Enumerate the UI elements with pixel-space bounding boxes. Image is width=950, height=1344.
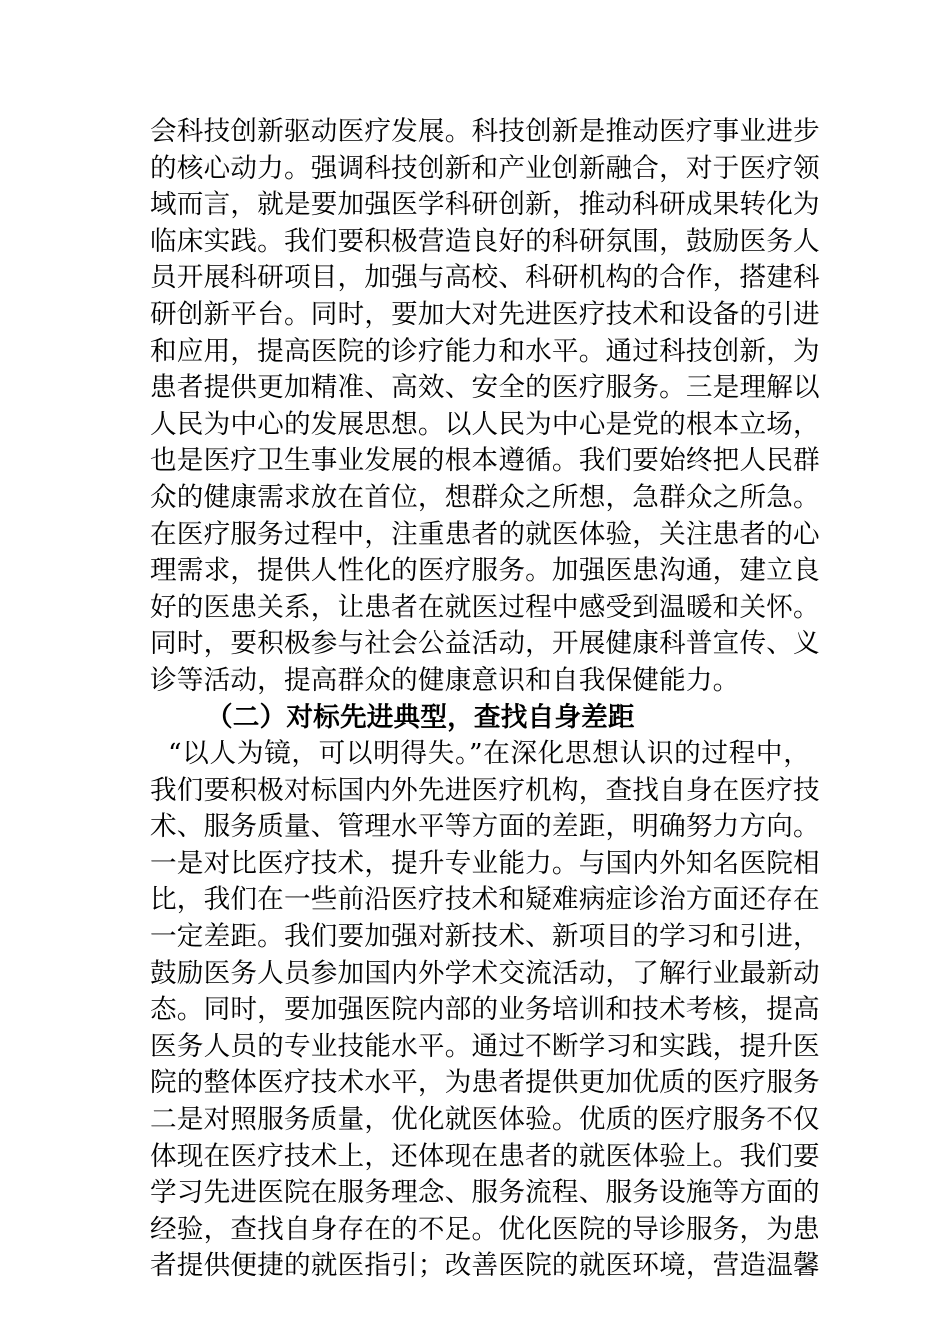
body-text-line: 院的整体医疗技术水平，为患者提供更加优质的医疗服务 xyxy=(150,1067,820,1099)
body-text-line: 的核心动力。强调科技创新和产业创新融合，对于医疗领 xyxy=(150,152,820,184)
body-text-line: 者提供便捷的就医指引；改善医院的就医环境，营造温馨 xyxy=(150,1250,820,1282)
document-body xyxy=(150,114,820,1285)
body-text-line: 好的医患关系，让患者在就医过程中感受到温暖和关怀。 xyxy=(150,591,820,623)
body-text-line: 我们要积极对标国内外先进医疗机构，查找自身在医疗技 xyxy=(150,774,820,806)
body-text-line: 同时，要积极参与社会公益活动，开展健康科普宣传、义 xyxy=(150,628,820,660)
body-text-line: 医务人员的专业技能水平。通过不断学习和实践，提升医 xyxy=(150,1030,820,1062)
body-text-line: 学习先进医院在服务理念、服务流程、服务设施等方面的 xyxy=(150,1177,820,1209)
body-text-line: 比，我们在一些前沿医疗技术和疑难病症诊治方面还存在 xyxy=(150,884,820,916)
body-text-line: 也是医疗卫生事业发展的根本遵循。我们要始终把人民群 xyxy=(150,445,820,477)
body-text-line: 众的健康需求放在首位，想群众之所想，急群众之所急。 xyxy=(150,481,820,513)
body-text-line: 一是对比医疗技术，提升专业能力。与国内外知名医院相 xyxy=(150,847,820,879)
body-text-line: 鼓励医务人员参加国内外学术交流活动，了解行业最新动 xyxy=(150,957,820,989)
body-text-line: 二是对照服务质量，优化就医体验。优质的医疗服务不仅 xyxy=(150,1104,820,1136)
body-text-line: 研创新平台。同时，要加大对先进医疗技术和设备的引进 xyxy=(150,298,820,330)
body-text-line: 一定差距。我们要加强对新技术、新项目的学习和引进， xyxy=(150,921,820,953)
body-text-line: 经验，查找自身存在的不足。优化医院的导诊服务，为患 xyxy=(150,1213,820,1245)
body-text-line: 体现在医疗技术上，还体现在患者的就医体验上。我们要 xyxy=(150,1140,820,1172)
body-text-line: 临床实践。我们要积极营造良好的科研氛围，鼓励医务人 xyxy=(150,225,820,257)
body-text-line: 会科技创新驱动医疗发展。科技创新是推动医疗事业进步 xyxy=(150,116,820,147)
body-text-line: “以人为镜，可以明得失。”在深化思想认识的过程中， xyxy=(168,738,810,770)
body-text-line: 诊等活动，提高群众的健康意识和自我保健能力。 xyxy=(150,664,740,696)
body-text-line: 员开展科研项目，加强与高校、科研机构的合作，搭建科 xyxy=(150,262,820,294)
body-text-line: 理需求，提供人性化的医疗服务。加强医患沟通，建立良 xyxy=(150,555,820,587)
section-heading: （二）对标先进典型，查找自身差距 xyxy=(206,701,635,733)
body-text-line: 患者提供更加精准、高效、安全的医疗服务。三是理解以 xyxy=(150,372,820,404)
body-text-line: 态。同时，要加强医院内部的业务培训和技术考核，提高 xyxy=(150,994,820,1026)
body-text-line: 域而言，就是要加强医学科研创新，推动科研成果转化为 xyxy=(150,189,820,221)
body-text-line: 术、服务质量、管理水平等方面的差距，明确努力方向。 xyxy=(150,811,820,843)
body-text-line: 人民为中心的发展思想。以人民为中心是党的根本立场， xyxy=(150,408,820,440)
body-text-line: 在医疗服务过程中，注重患者的就医体验，关注患者的心 xyxy=(150,518,820,550)
body-text-line: 和应用，提高医院的诊疗能力和水平。通过科技创新，为 xyxy=(150,335,820,367)
